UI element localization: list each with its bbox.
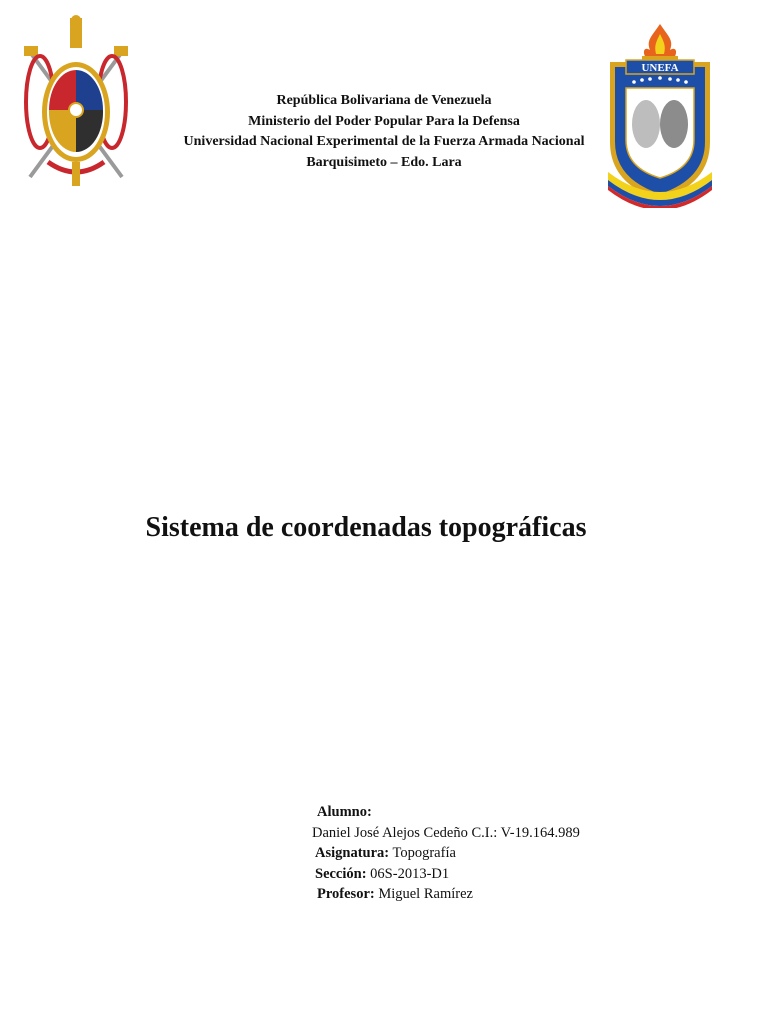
unefa-acronym: UNEFA — [641, 62, 679, 74]
student-info-block — [312, 802, 580, 905]
subject-row — [312, 843, 580, 864]
header-university: Universidad Nacional Experimental de la Fuerza Armada Nacional — [183, 134, 585, 150]
header-location: Barquisimeto – Edo. Lara — [306, 154, 462, 170]
professor-label: Profesor: — [317, 886, 375, 902]
student-label: Alumno: — [317, 804, 372, 820]
section-value: 06S-2013-D1 — [370, 865, 450, 882]
military-coat-of-arms-icon — [18, 12, 134, 190]
document-title: Sistema de coordenadas topográficas — [145, 512, 587, 543]
professor-row — [312, 884, 580, 905]
professor-value: Miguel Ramírez — [378, 886, 473, 902]
subject-value: Topografía — [392, 845, 456, 861]
unefa-shield-icon — [604, 22, 716, 208]
section-row — [312, 864, 580, 885]
section-label: Sección: — [315, 865, 367, 882]
institution-header — [160, 91, 608, 173]
header-ministry: Ministerio del Poder Popular Para la Defensa — [248, 113, 520, 129]
header-country: República Bolivariana de Venezuela — [276, 93, 492, 108]
student-label-row — [312, 802, 580, 823]
subject-label: Asignatura: — [315, 845, 390, 861]
student-name-row — [312, 823, 580, 844]
student-name: Daniel José Alejos Cedeño C.I.: V-19.164.989 — [312, 824, 580, 841]
